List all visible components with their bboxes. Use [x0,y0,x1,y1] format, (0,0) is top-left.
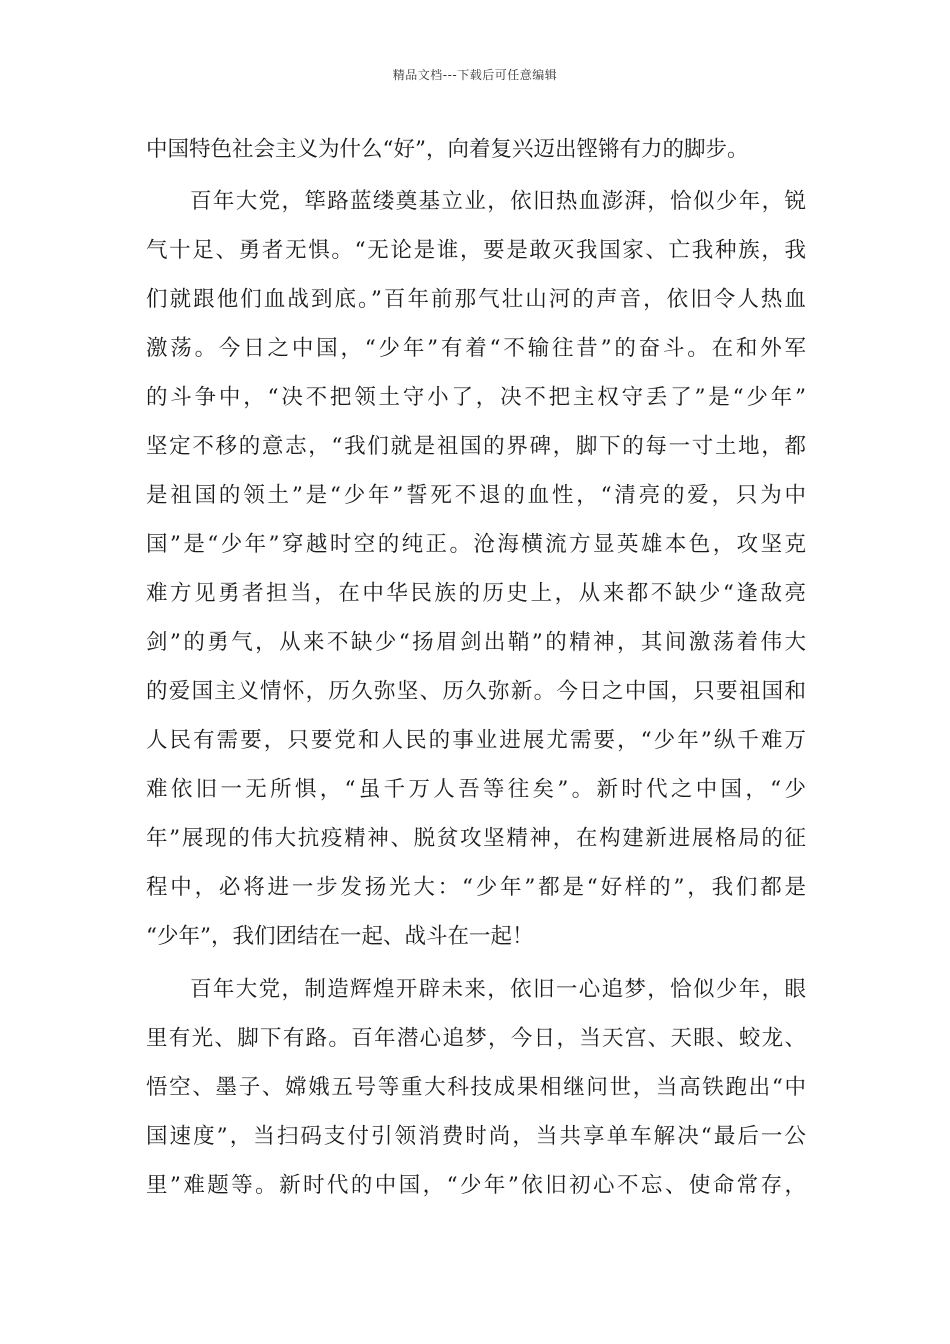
text-line: 中国特色社会主义为什么“好”，向着复兴迈出铿锵有力的脚步。 [146,137,749,162]
text-line: 难方见勇者担当，在中华民族的历史上，从来都不缺少“逢敌亮 [146,581,806,606]
text-line: 们就跟他们血战到底。”百年前那气壮山河的声音，依旧令人热血 [146,287,806,312]
text-line: 气十足、勇者无惧。“无论是谁，要是敢灭我国家、亡我种族，我 [146,238,806,263]
text-line: 坚定不移的意志，“我们就是祖国的界碑，脚下的每一寸土地，都 [146,434,806,459]
text-line: 剑”的勇气，从来不缺少“扬眉剑出鞘”的精神，其间激荡着伟大 [146,630,806,655]
page-header: 精品文档---下载后可任意编辑 [392,68,558,82]
text-line: 的斗争中，“决不把领土守小了，决不把主权守丢了”是“少年” [146,385,806,410]
text-line: 国”是“少年”穿越时空的纯正。沧海横流方显英雄本色，攻坚克 [146,532,806,557]
text-line: 年”展现的伟大抗疫精神、脱贫攻坚精神，在构建新进展格局的征 [146,826,806,851]
text-line: 人民有需要，只要党和人民的事业进展尤需要，“少年”纵千难万 [146,728,806,753]
text-line: 里”难题等。新时代的中国，“少年”依旧初心不忘、使命常存， [146,1173,806,1198]
text-line: 是祖国的领土”是“少年”誓死不退的血性，“清亮的爱，只为中 [146,483,806,508]
text-line: 难依旧一无所惧，“虽千万人吾等往矣”。新时代之中国，“少 [146,777,806,802]
text-line: 的爱国主义情怀，历久弥坚、历久弥新。今日之中国，只要祖国和 [146,679,806,704]
text-line: 程中，必将进一步发扬光大：“少年”都是“好样的”，我们都是 [146,875,806,900]
text-line: “少年”，我们团结在一起、战斗在一起！ [146,924,534,949]
text-line: 悟空、墨子、嫦娥五号等重大科技成果相继问世，当高铁跑出“中 [146,1075,806,1100]
paragraph-first-line: 百年大党，筚路蓝缕奠基立业，依旧热血澎湃，恰似少年，锐 [190,189,806,214]
paragraph-first-line: 百年大党，制造辉煌开辟未来，依旧一心追梦，恰似少年，眼 [190,977,806,1002]
text-line: 激荡。今日之中国，“少年”有着“不输往昔”的奋斗。在和外军 [146,336,806,361]
text-line: 国速度”，当扫码支付引领消费时尚，当共享单车解决“最后一公 [146,1124,806,1149]
text-line: 里有光、脚下有路。百年潜心追梦，今日，当天宫、天眼、蛟龙、 [146,1026,806,1051]
